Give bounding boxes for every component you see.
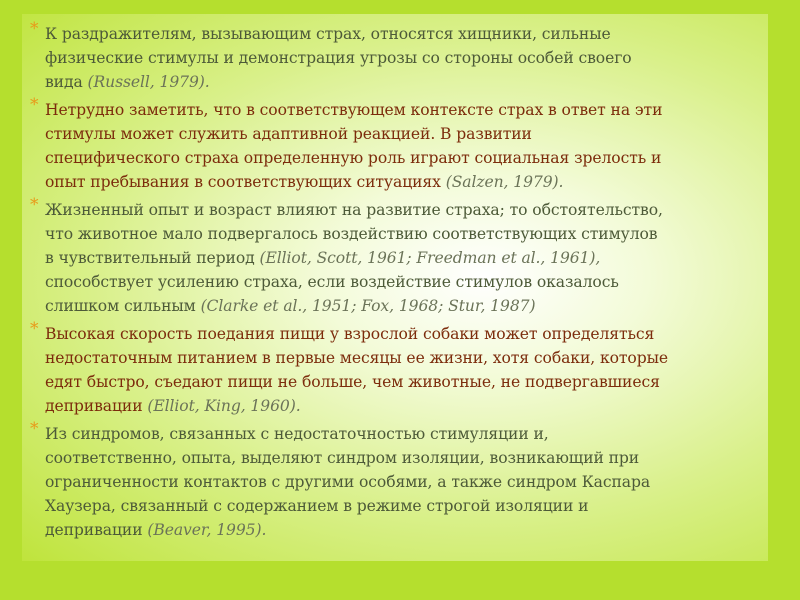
- bullet-paragraph: [30, 19, 770, 94]
- text-line: [45, 246, 770, 270]
- text-line: [45, 70, 770, 94]
- line-text: специфического страха определенную роль играют социальная зрелость и: [45, 149, 662, 167]
- bullet-paragraph: [30, 195, 770, 318]
- bullet-list: [30, 19, 770, 546]
- citation: (Clarke et al., 1951; Fox, 1968; Stur, 1987): [200, 297, 536, 315]
- citation: (Russell, 1979).: [87, 73, 210, 91]
- line-text: слишком сильным: [45, 297, 201, 315]
- line-text: стимулы может служить адаптивной реакцией. В развитии: [45, 125, 532, 143]
- text-line: [45, 170, 770, 194]
- line-text: Из синдромов, связанных с недостаточностью стимуляции и,: [45, 425, 549, 443]
- bullet-paragraph: [30, 95, 770, 194]
- line-text: опыт пребывания в соответствующих ситуациях: [45, 173, 446, 191]
- line-text: способствует усилению страха, если воздействие стимулов оказалось: [45, 273, 619, 291]
- text-line: [45, 518, 770, 542]
- asterisk-bullet-icon: *: [30, 319, 39, 339]
- text-line: [45, 222, 770, 246]
- asterisk-bullet-icon: *: [30, 419, 39, 439]
- line-text: ограниченности контактов с другими особями, а также синдром Каспара: [45, 473, 651, 491]
- text-line: [45, 198, 770, 222]
- line-text: Нетрудно заметить, что в соответствующем контексте страх в ответ на эти: [45, 101, 663, 119]
- line-text: что животное мало подвергалось воздействию соответствующих стимулов: [45, 225, 658, 243]
- line-text: едят быстро, съедают пищи не больше, чем животные, не подвергавшиеся: [45, 373, 660, 391]
- line-text: вида: [45, 73, 88, 91]
- bullet-paragraph: [30, 319, 770, 418]
- citation: (Elliot, Scott, 1961; Freedman et al., 1961),: [259, 249, 601, 267]
- text-line: [45, 270, 770, 294]
- text-line: [45, 470, 770, 494]
- text-line: [45, 446, 770, 470]
- line-text: недостаточным питанием в первые месяцы ее жизни, хотя собаки, которые: [45, 349, 669, 367]
- text-line: [45, 122, 770, 146]
- line-text: депривации: [45, 397, 148, 415]
- text-line: [45, 422, 770, 446]
- text-line: [45, 294, 770, 318]
- citation: (Beaver, 1995).: [147, 521, 267, 539]
- text-line: [45, 22, 770, 46]
- line-text: физические стимулы и демонстрация угрозы со стороны особей своего: [45, 49, 632, 67]
- text-line: [45, 146, 770, 170]
- line-text: депривации: [45, 521, 148, 539]
- line-text: Хаузера, связанный с содержанием в режиме строгой изоляции и: [45, 497, 589, 515]
- text-line: [45, 394, 770, 418]
- text-line: [45, 370, 770, 394]
- line-text: Высокая скорость поедания пищи у взрослой собаки может определяться: [45, 325, 655, 343]
- text-line: [45, 46, 770, 70]
- line-text: в чувствительный период: [45, 249, 260, 267]
- asterisk-bullet-icon: *: [30, 95, 39, 115]
- line-text: Жизненный опыт и возраст влияют на развитие страха; то обстоятельство,: [45, 201, 663, 219]
- citation: (Elliot, King, 1960).: [147, 397, 301, 415]
- line-text: соответственно, опыта, выделяют синдром изоляции, возникающий при: [45, 449, 640, 467]
- asterisk-bullet-icon: *: [30, 19, 39, 39]
- text-line: [45, 494, 770, 518]
- text-line: [45, 346, 770, 370]
- bullet-paragraph: [30, 419, 770, 542]
- line-text: К раздражителям, вызывающим страх, относятся хищники, сильные: [45, 25, 611, 43]
- text-line: [45, 322, 770, 346]
- citation: (Salzen, 1979).: [445, 173, 564, 191]
- asterisk-bullet-icon: *: [30, 195, 39, 215]
- text-line: [45, 98, 770, 122]
